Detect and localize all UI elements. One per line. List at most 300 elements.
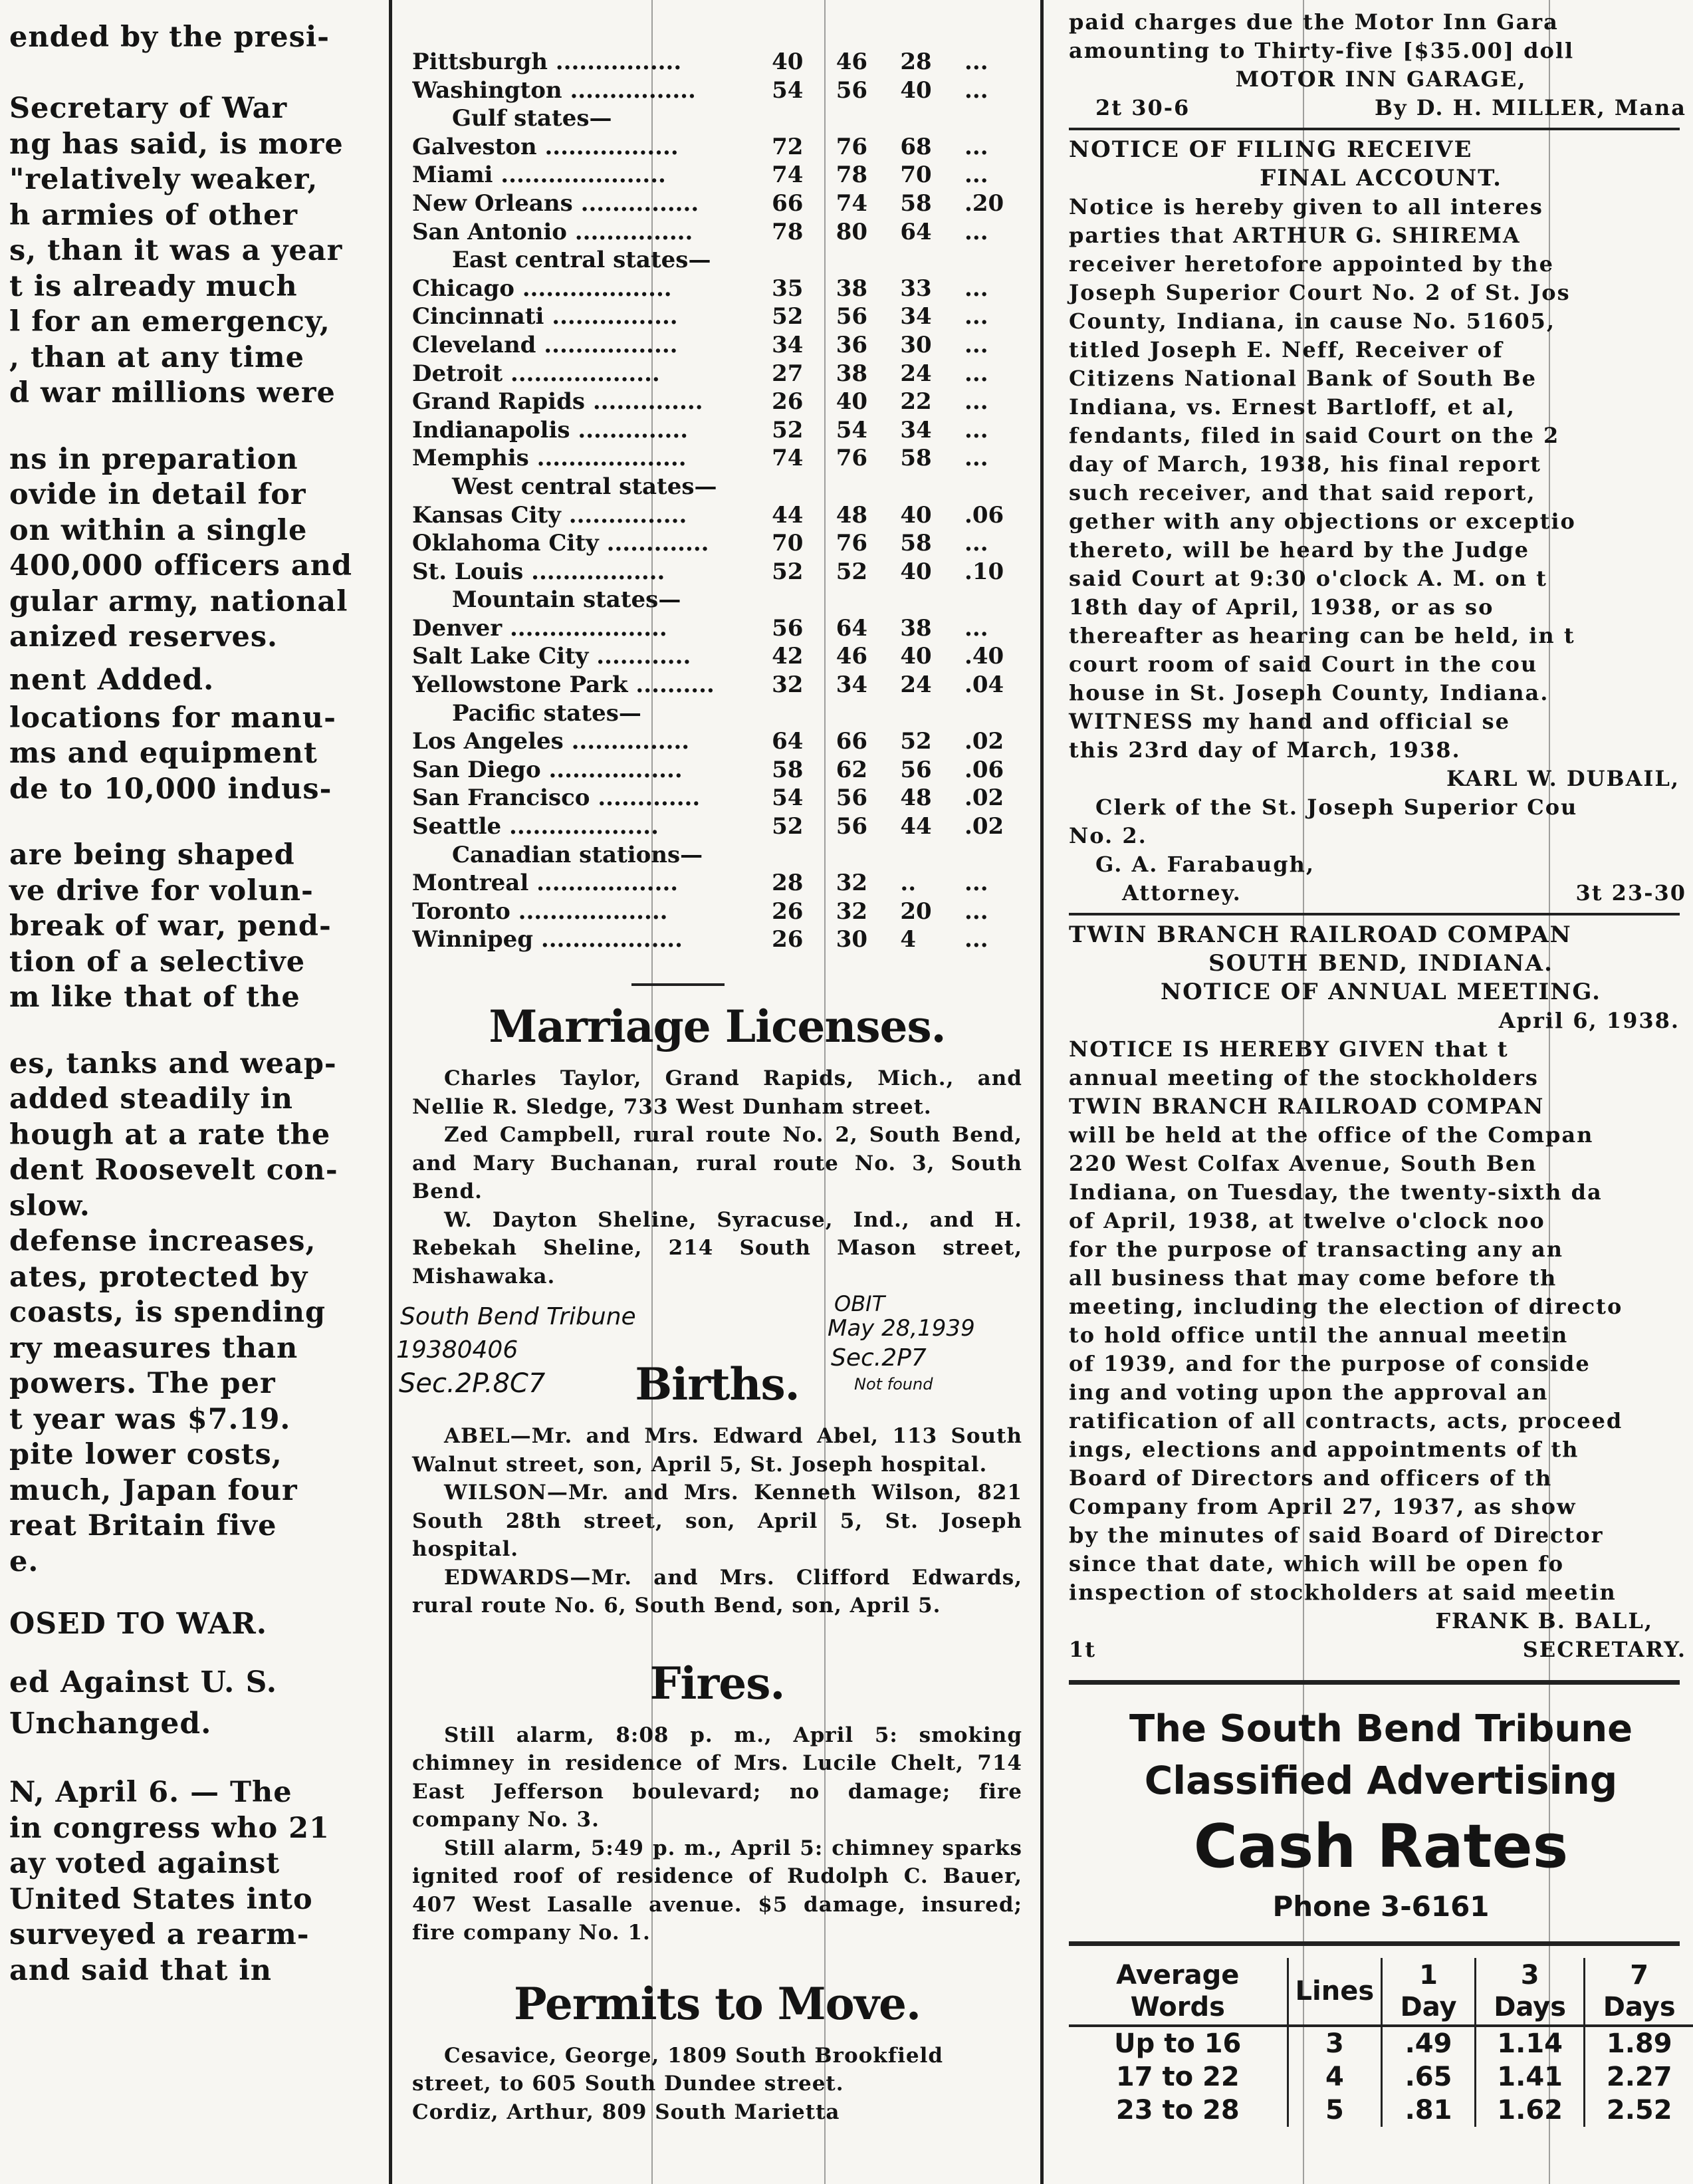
article-line: anized reserves.: [9, 620, 279, 654]
weather-row: [412, 76, 1022, 105]
weather-row: [412, 614, 1022, 643]
handwritten-note: South Bend Tribune: [400, 1303, 636, 1330]
temperature-cell: 24: [900, 360, 932, 387]
rates-cell: 2.27: [1585, 2060, 1693, 2094]
temperature-cell: 44: [900, 813, 932, 840]
city-name: Miami .....................: [412, 162, 666, 189]
region-name: Mountain states—: [452, 586, 681, 614]
notice-line: thereafter as hearing can be held, in t: [1069, 623, 1575, 648]
insertion-code: 2t 30-6: [1095, 95, 1190, 120]
region-name: Pacific states—: [452, 699, 641, 727]
article-line: e.: [9, 1544, 39, 1578]
temperature-cell: 74: [836, 189, 868, 217]
article-line: dent Roosevelt con-: [9, 1153, 338, 1187]
temperature-cell: 76: [836, 445, 868, 472]
city-name: Toronto ...................: [412, 898, 668, 925]
weather-row: [412, 671, 1022, 699]
notice-line: court room of said Court in the cou: [1069, 652, 1538, 677]
article-line: are being shaped: [9, 838, 295, 872]
temperature-cell: 4: [900, 926, 917, 953]
notice-title: NOTICE OF FILING RECEIVE: [1069, 136, 1473, 163]
notice-line: ratification of all contracts, acts, proceed: [1069, 1408, 1623, 1433]
weather-row: [412, 925, 1022, 954]
notice-line: Company from April 27, 1937, as show: [1069, 1494, 1577, 1519]
weather-row: [412, 756, 1022, 785]
rates-cell: 4: [1288, 2060, 1382, 2094]
article-line: ms and equipment: [9, 737, 318, 770]
weather-row: [412, 275, 1022, 303]
precipitation-cell: ...: [964, 870, 988, 897]
article-lines-d: [9, 838, 382, 1016]
notice-line: County, Indiana, in cause No. 51605,: [1069, 308, 1556, 334]
article-line: l for an emergency,: [9, 305, 330, 338]
temperature-cell: 74: [772, 162, 804, 189]
notice-line: gether with any objections or exceptio: [1069, 509, 1576, 534]
notice-line: Notice is hereby given to all interes: [1069, 194, 1543, 219]
notice-line: Joseph Superior Court No. 2 of St. Jos: [1069, 280, 1571, 305]
precipitation-cell: ...: [964, 303, 988, 330]
temperature-cell: 58: [900, 189, 932, 217]
city-name: Denver ....................: [412, 614, 667, 642]
weather-row: [412, 501, 1022, 530]
temperature-cell: 40: [900, 76, 932, 104]
signer-line: [1069, 1636, 1693, 1664]
rates-cell: Up to 16: [1114, 2028, 1242, 2059]
weather-row: [412, 48, 1022, 76]
city-name: Cleveland .................: [412, 331, 678, 358]
article-line: m like that of the: [9, 981, 300, 1014]
article-lines-b: [9, 442, 382, 656]
notice-line: inspection of stockholders at said meetin: [1069, 1580, 1617, 1605]
temperature-cell: 38: [836, 275, 868, 302]
permits-list: [412, 2042, 1022, 2127]
weather-row: [412, 161, 1022, 189]
temperature-cell: 30: [836, 926, 868, 953]
notice-line: receiver heretofore appointed by the: [1069, 251, 1555, 277]
city-name: Galveston .................: [412, 133, 679, 160]
precipitation-cell: .02: [964, 728, 1004, 755]
notice-divider: [1069, 913, 1680, 915]
permits-heading: Permits to Move.: [513, 1977, 921, 2030]
notice-title: SOUTH BEND, INDIANA.: [1208, 950, 1553, 977]
filing-notice-body: [1069, 193, 1693, 765]
left-article-column: [0, 0, 386, 2184]
rates-cell: 23 to 28: [1115, 2095, 1240, 2125]
temperature-cell: 33: [900, 275, 932, 302]
notice-title: TWIN BRANCH RAILROAD COMPAN: [1069, 921, 1572, 948]
temperature-cell: 52: [836, 558, 868, 585]
temperature-cell: 52: [772, 813, 804, 840]
weather-region-row: [412, 473, 1022, 501]
annual-meeting-notice-body: [1069, 1035, 1693, 1607]
article-lines-a: [9, 20, 382, 412]
notice-line: MOTOR INN GARAGE,: [1235, 66, 1527, 92]
temperature-cell: 24: [900, 671, 932, 699]
weather-region-row: [412, 104, 1022, 133]
notice-line: of 1939, and for the purpose of conside: [1069, 1351, 1591, 1376]
temperature-cell: 42: [772, 643, 804, 670]
weather-row: [412, 189, 1022, 218]
births-heading: Births.: [635, 1358, 800, 1410]
city-name: Washington ................: [412, 76, 696, 104]
city-name: Indianapolis ..............: [412, 416, 689, 443]
city-name: St. Louis .................: [412, 558, 665, 585]
weather-row: [412, 444, 1022, 473]
temperature-cell: 32: [836, 870, 868, 897]
temperature-cell: 38: [900, 614, 932, 642]
rates-cell: 17 to 22: [1115, 2062, 1240, 2092]
rates-column-header: 7 Days: [1585, 1958, 1693, 2026]
weather-region-row: [412, 246, 1022, 275]
rates-cell: 1.41: [1475, 2060, 1585, 2094]
article-line: hough at a rate the: [9, 1118, 331, 1152]
notice-title: FINAL ACCOUNT.: [1260, 165, 1502, 191]
fires-heading: Fires.: [649, 1657, 785, 1709]
signer-name: KARL W. DUBAIL,: [1446, 766, 1680, 791]
notice-line: annual meeting of the stockholders: [1069, 1065, 1539, 1090]
temperature-cell: 40: [900, 643, 932, 670]
notice-line: such receiver, and that said report,: [1069, 480, 1536, 505]
temperature-cell: 70: [900, 162, 932, 189]
temperature-cell: 64: [836, 614, 868, 642]
temperature-cell: 56: [836, 813, 868, 840]
temperature-cell: 64: [900, 218, 932, 245]
precipitation-cell: .02: [964, 813, 1004, 840]
weather-row: [412, 727, 1022, 756]
temperature-cell: 34: [900, 416, 932, 443]
temperature-cell: 54: [772, 785, 804, 812]
weather-row: [412, 218, 1022, 247]
temperature-cell: 74: [772, 445, 804, 472]
notice-line: amounting to Thirty-five [$35.00] doll: [1069, 38, 1575, 63]
temperature-cell: 68: [900, 133, 932, 160]
signer-name: FRANK B. BALL,: [1435, 1608, 1653, 1634]
temperature-cell: 52: [772, 303, 804, 330]
motor-inn-notice: [1069, 8, 1693, 94]
temperature-cell: 30: [900, 331, 932, 358]
article-line: much, Japan four: [9, 1473, 298, 1507]
city-name: Detroit ...................: [412, 360, 660, 387]
temperature-cell: 58: [900, 445, 932, 472]
rates-cell: .81: [1382, 2094, 1476, 2127]
article-line: N, April 6. — The: [9, 1776, 292, 1809]
temperature-cell: 28: [900, 49, 932, 75]
temperature-cell: ..: [900, 870, 917, 897]
fires-list: [412, 1721, 1022, 1947]
temperature-cell: 46: [836, 49, 868, 75]
temperature-cell: 56: [836, 785, 868, 812]
rates-row: [1069, 2026, 1693, 2060]
notice-signature-line: [1069, 94, 1693, 122]
notice-divider: [1069, 128, 1680, 130]
temperature-cell: 34: [836, 671, 868, 699]
ad-publication-name: The South Bend Tribune: [1129, 1707, 1633, 1751]
article-line: ovide in detail for: [9, 478, 306, 511]
temperature-cell: 36: [836, 331, 868, 358]
notice-line: meeting, including the election of directo: [1069, 1294, 1623, 1319]
temperature-cell: 32: [772, 671, 804, 699]
city-name: Yellowstone Park ..........: [412, 671, 715, 699]
notice-line: WITNESS my hand and official se: [1069, 709, 1510, 734]
notice-line: since that date, which will be open fo: [1069, 1551, 1565, 1576]
signer-title: SECRETARY.: [1522, 1637, 1686, 1662]
article-line: powers. The per: [9, 1367, 276, 1400]
precipitation-cell: ...: [964, 360, 988, 387]
column-rule-right: [1040, 0, 1044, 2184]
temperature-cell: 58: [772, 756, 804, 783]
precipitation-cell: .20: [964, 189, 1004, 217]
weather-region-row: [412, 699, 1022, 728]
temperature-cell: 28: [772, 870, 804, 897]
temperature-cell: 34: [772, 331, 804, 358]
temperature-cell: 56: [900, 756, 932, 783]
city-name: San Antonio ...............: [412, 218, 693, 245]
precipitation-cell: ...: [964, 133, 988, 160]
article-line: locations for manu-: [9, 701, 336, 735]
precipitation-cell: .10: [964, 558, 1004, 585]
temperature-cell: 20: [900, 898, 932, 925]
handwritten-note: 19380406: [396, 1336, 518, 1364]
notice-line: ing and voting upon the approval an: [1069, 1380, 1549, 1405]
births-list: [412, 1422, 1022, 1620]
ad-cash-rates: Cash Rates: [1193, 1812, 1569, 1881]
rates-row: [1069, 2060, 1693, 2094]
article-line: ve drive for volun-: [9, 874, 314, 908]
weather-row: [412, 898, 1022, 926]
article-line: coasts, is spending: [9, 1296, 326, 1329]
handwritten-note: OBIT: [834, 1291, 885, 1316]
precipitation-cell: ...: [964, 275, 988, 302]
notice-line: TWIN BRANCH RAILROAD COMPAN: [1069, 1094, 1545, 1119]
rates-cell: 1.14: [1475, 2026, 1585, 2060]
notice-line: 18th day of April, 1938, or as so: [1069, 594, 1494, 620]
temperature-cell: 80: [836, 218, 868, 245]
article-line: surveyed a rearm-: [9, 1918, 310, 1951]
attorney-title: Attorney.: [1122, 880, 1242, 906]
temperature-cell: 27: [772, 360, 804, 387]
fire-alarm-entry: Still alarm, 8:08 p. m., April 5: smoking chimney in residence of Mrs. Lucile Chelt, 714 East Jefferson boulevard; no damage; fire company No. 3.: [412, 1723, 1022, 1832]
temperature-cell: 40: [900, 558, 932, 585]
rates-cell: .49: [1382, 2026, 1476, 2060]
temperature-cell: 48: [900, 785, 932, 812]
notice-line: parties that ARTHUR G. SHIREMA: [1069, 223, 1521, 248]
precipitation-cell: ...: [964, 49, 988, 75]
article-line: pite lower costs,: [9, 1438, 282, 1471]
precipitation-cell: ...: [964, 388, 988, 416]
temperature-cell: 56: [836, 76, 868, 104]
article-subhead: nent Added.: [9, 662, 215, 697]
precipitation-cell: ...: [964, 445, 988, 472]
city-name: Grand Rapids ..............: [412, 388, 703, 416]
rates-cell: 3: [1288, 2026, 1382, 2060]
temperature-cell: 54: [772, 76, 804, 104]
rates-cell: 5: [1288, 2094, 1382, 2127]
city-name: Seattle ...................: [412, 813, 659, 840]
notice-line: this 23rd day of March, 1938.: [1069, 737, 1461, 763]
handwritten-note: Not found: [854, 1375, 933, 1394]
attorney-line: [1069, 879, 1693, 908]
temperature-cell: 26: [772, 388, 804, 416]
ad-phone: Phone 3-6161: [1272, 1890, 1490, 1923]
temperature-cell: 58: [900, 530, 932, 557]
precipitation-cell: .06: [964, 501, 1004, 529]
section-divider: [631, 983, 725, 986]
rates-column-header: 1 Day: [1382, 1958, 1476, 2026]
temperature-cell: 40: [900, 501, 932, 529]
temperature-cell: 35: [772, 275, 804, 302]
notice-line: house in St. Joseph County, Indiana.: [1069, 680, 1549, 705]
temperature-cell: 78: [772, 218, 804, 245]
article-line: d war millions were: [9, 376, 336, 410]
notice-line: Board of Directors and officers of th: [1069, 1465, 1553, 1491]
temperature-cell: 38: [836, 360, 868, 387]
city-name: Oklahoma City .............: [412, 530, 709, 557]
marriage-licenses-heading: Marriage Licenses.: [489, 1001, 946, 1052]
temperature-cell: 44: [772, 501, 804, 529]
weather-row: [412, 558, 1022, 586]
notice-line: Indiana, vs. Ernest Bartloff, et al,: [1069, 394, 1516, 420]
article-line: ng has said, is more: [9, 127, 344, 161]
temperature-cell: 78: [836, 162, 868, 189]
rates-row: [1069, 2094, 1693, 2127]
article-line: h armies of other: [9, 198, 298, 232]
notice-line: 220 West Colfax Avenue, South Ben: [1069, 1151, 1537, 1176]
article-line: [9, 56, 382, 92]
city-name: Montreal ..................: [412, 870, 679, 897]
notice-line: said Court at 9:30 o'clock A. M. on t: [1069, 566, 1547, 591]
rates-cell: .65: [1382, 2060, 1476, 2094]
precipitation-cell: ...: [964, 614, 988, 642]
article-line: es, tanks and weap-: [9, 1046, 337, 1080]
rates-cell: 2.52: [1585, 2094, 1693, 2127]
attorney-line: G. A. Farabaugh,: [1095, 852, 1315, 877]
article-line: on within a single: [9, 513, 308, 547]
city-name: Pittsburgh ................: [412, 49, 682, 75]
article-line: Secretary of War: [9, 92, 288, 125]
weather-row: [412, 303, 1022, 331]
weather-row: [412, 784, 1022, 812]
precipitation-cell: .02: [964, 785, 1004, 812]
temperature-cell: 40: [836, 388, 868, 416]
article-line: s, than it was a year: [9, 234, 343, 267]
article-line: ry measures than: [9, 1331, 298, 1365]
rates-cell: 1.62: [1475, 2094, 1585, 2127]
notice-line: to hold office until the annual meetin: [1069, 1322, 1569, 1348]
temperature-cell: 34: [900, 303, 932, 330]
temperature-cell: 76: [836, 133, 868, 160]
ad-divider: [1069, 1941, 1680, 1946]
insertion-code: 1t: [1069, 1637, 1097, 1662]
notice-line: of April, 1938, at twelve o'clock noo: [1069, 1208, 1545, 1233]
article-line: ay voted against: [9, 1847, 281, 1880]
birth-entry: ABEL—Mr. and Mrs. Edward Abel, 113 South Walnut street, son, April 5, St. Joseph hospital.: [412, 1424, 1022, 1477]
rates-cell: 1.89: [1585, 2026, 1693, 2060]
precipitation-cell: ...: [964, 76, 988, 104]
temperature-cell: 72: [772, 133, 804, 160]
cash-rates-table: [1069, 1958, 1693, 2127]
weather-row: [412, 331, 1022, 360]
article-lines-f: [9, 1775, 382, 1989]
article-line: slow.: [9, 1189, 90, 1223]
temperature-cell: 26: [772, 898, 804, 925]
article-line: United States into: [9, 1882, 313, 1916]
weather-row: [412, 642, 1022, 671]
article-line: t year was $7.19.: [9, 1402, 291, 1436]
article-lines-c: [9, 701, 382, 808]
region-name: Canadian stations—: [452, 841, 703, 868]
temperature-cell: 54: [836, 416, 868, 443]
city-name: Salt Lake City ............: [412, 643, 691, 670]
ad-heading: Classified Advertising: [1144, 1758, 1618, 1803]
temperature-cell: 46: [836, 643, 868, 670]
article-line: ns in preparation: [9, 442, 298, 476]
temperature-cell: 26: [772, 926, 804, 953]
precipitation-cell: ...: [964, 926, 988, 953]
clerk-line: No. 2.: [1069, 823, 1147, 848]
precipitation-cell: ...: [964, 898, 988, 925]
precipitation-cell: ...: [964, 530, 988, 557]
weather-region-row: [412, 841, 1022, 870]
birth-entry: EDWARDS—Mr. and Mrs. Clifford Edwards, rural route No. 6, South Bend, son, April 5.: [412, 1565, 1022, 1618]
ad-divider: [1069, 1680, 1680, 1685]
marriage-licenses-list: [412, 1064, 1022, 1290]
temperature-cell: 48: [836, 501, 868, 529]
birth-entry: WILSON—Mr. and Mrs. Kenneth Wilson, 821 South 28th street, son, April 5, St. Joseph hospital.: [412, 1481, 1022, 1561]
notice-line: Citizens National Bank of South Be: [1069, 366, 1537, 391]
article-lines-e: [9, 1046, 382, 1580]
precipitation-cell: ...: [964, 416, 988, 443]
notice-title: NOTICE OF ANNUAL MEETING.: [1161, 979, 1601, 1005]
city-name: San Diego .................: [412, 756, 683, 783]
fire-alarm-entry: Still alarm, 5:49 p. m., April 5: chimney sparks ignited roof of residence of Rudolph C. Bauer, 407 West Lasalle avenue. $5 damage, insured; fire company No. 1.: [412, 1836, 1022, 1945]
article-line: ended by the presi-: [9, 21, 330, 54]
weather-row: [412, 388, 1022, 416]
article-line: tion of a selective: [9, 945, 306, 979]
article-line: "relatively weaker,: [9, 163, 318, 196]
temperature-cell: 66: [772, 189, 804, 217]
region-name: East central states—: [452, 247, 711, 274]
city-name: San Francisco .............: [412, 785, 701, 812]
notice-date: April 6, 1938.: [1498, 1008, 1680, 1033]
article-line: added steadily in: [9, 1082, 293, 1116]
temperature-cell: 62: [836, 756, 868, 783]
temperature-cell: 40: [772, 49, 804, 75]
article-line: in congress who 21: [9, 1811, 330, 1845]
temperature-cell: 76: [836, 530, 868, 557]
article-subhead: ed Against U. S.: [9, 1665, 278, 1699]
article-line: defense increases,: [9, 1225, 316, 1258]
temperature-cell: 22: [900, 388, 932, 416]
article-line: 400,000 officers and: [9, 549, 353, 582]
middle-column: [399, 0, 1037, 2184]
article-line: t is already much: [9, 269, 298, 303]
notice-line: all business that may come before th: [1069, 1265, 1557, 1290]
notice-line: will be held at the office of the Compan: [1069, 1122, 1594, 1148]
article-subhead: OSED TO WAR.: [9, 1607, 268, 1641]
permit-line: street, to 605 South Dundee street.: [412, 2072, 844, 2096]
notice-line: day of March, 1938, his final report: [1069, 451, 1541, 477]
article-line: ates, protected by: [9, 1260, 308, 1294]
precipitation-cell: ...: [964, 162, 988, 189]
rates-column-header: 3 Days: [1475, 1958, 1585, 2026]
permit-line: Cesavice, George, 1809 South Brookfield: [444, 2043, 944, 2068]
weather-row: [412, 812, 1022, 841]
temperature-cell: 56: [836, 303, 868, 330]
weather-table: [412, 48, 1022, 954]
rates-column-header: Lines: [1288, 1958, 1382, 2026]
clerk-line: Clerk of the St. Joseph Superior Cou: [1095, 794, 1578, 820]
city-name: Los Angeles ...............: [412, 728, 690, 755]
